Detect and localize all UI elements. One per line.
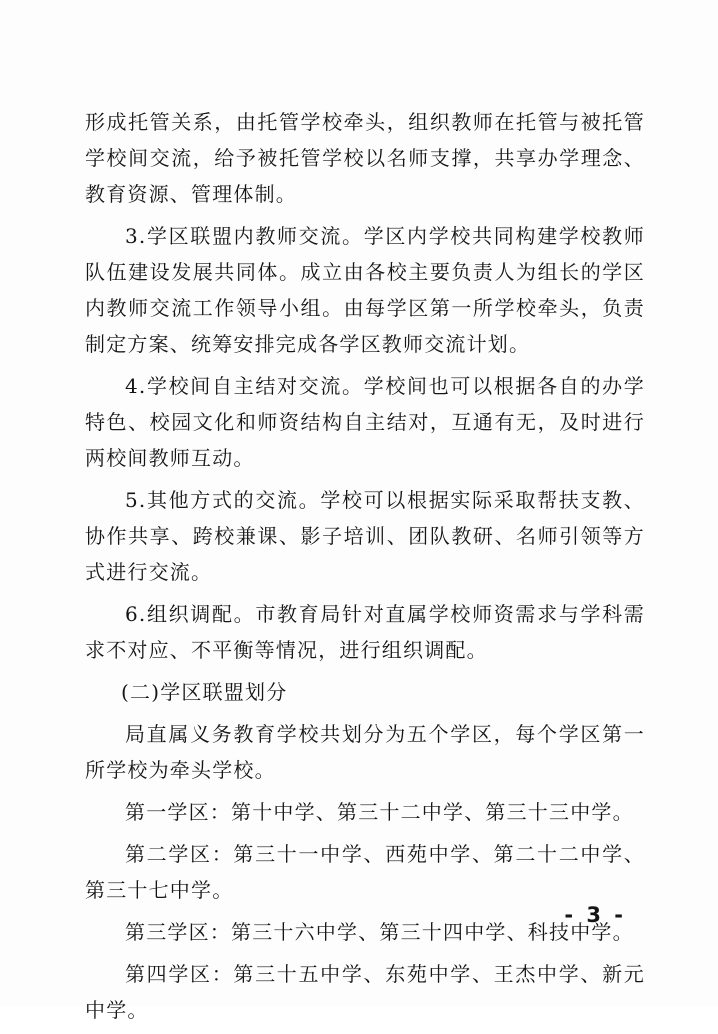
document-body bbox=[85, 104, 645, 1034]
paragraph-district-4: 第四学区：第三十五中学、东苑中学、王杰中学、新元中学。 bbox=[85, 962, 645, 1022]
paragraph-item-4: 4.学校间自主结对交流。学校间也可以根据各自的办学特色、校园文化和师资结构自主结对，互通有无，及时进行两校间教师互动。 bbox=[85, 374, 645, 470]
section-heading: (二)学区联盟划分 bbox=[121, 680, 288, 704]
paragraph-district-3: 第三学区：第三十六中学、第三十四中学、科技中学。 bbox=[125, 920, 634, 944]
paragraph-continuation: 形成托管关系，由托管学校牵头，组织教师在托管与被托管学校间交流，给予被托管学校以名师支撑，共享办学理念、教育资源、管理体制。 bbox=[85, 110, 645, 206]
paragraph-item-6: 6.组织调配。市教育局针对直属学校师资需求与学科需求不对应、不平衡等情况，进行组织调配。 bbox=[85, 602, 645, 662]
paragraph-item-5: 5.其他方式的交流。学校可以根据实际采取帮扶支教、协作共享、跨校兼课、影子培训、团队教研、名师引领等方式进行交流。 bbox=[85, 488, 645, 584]
page-number: - 3 - bbox=[564, 903, 626, 927]
paragraph-district-1: 第一学区：第十中学、第三十二中学、第三十三中学。 bbox=[125, 800, 634, 824]
paragraph-district-intro: 局直属义务教育学校共划分为五个学区，每个学区第一所学校为牵头学校。 bbox=[85, 722, 645, 782]
paragraph-district-2: 第二学区：第三十一中学、西苑中学、第二十二中学、第三十七中学。 bbox=[85, 842, 645, 902]
paragraph-item-3: 3.学区联盟内教师交流。学区内学校共同构建学校教师队伍建设发展共同体。成立由各校主要负责人为组长的学区内教师交流工作领导小组。由每学区第一所学校牵头，负责制定方案、统筹安排完成各学区教师交流计划。 bbox=[85, 224, 645, 356]
